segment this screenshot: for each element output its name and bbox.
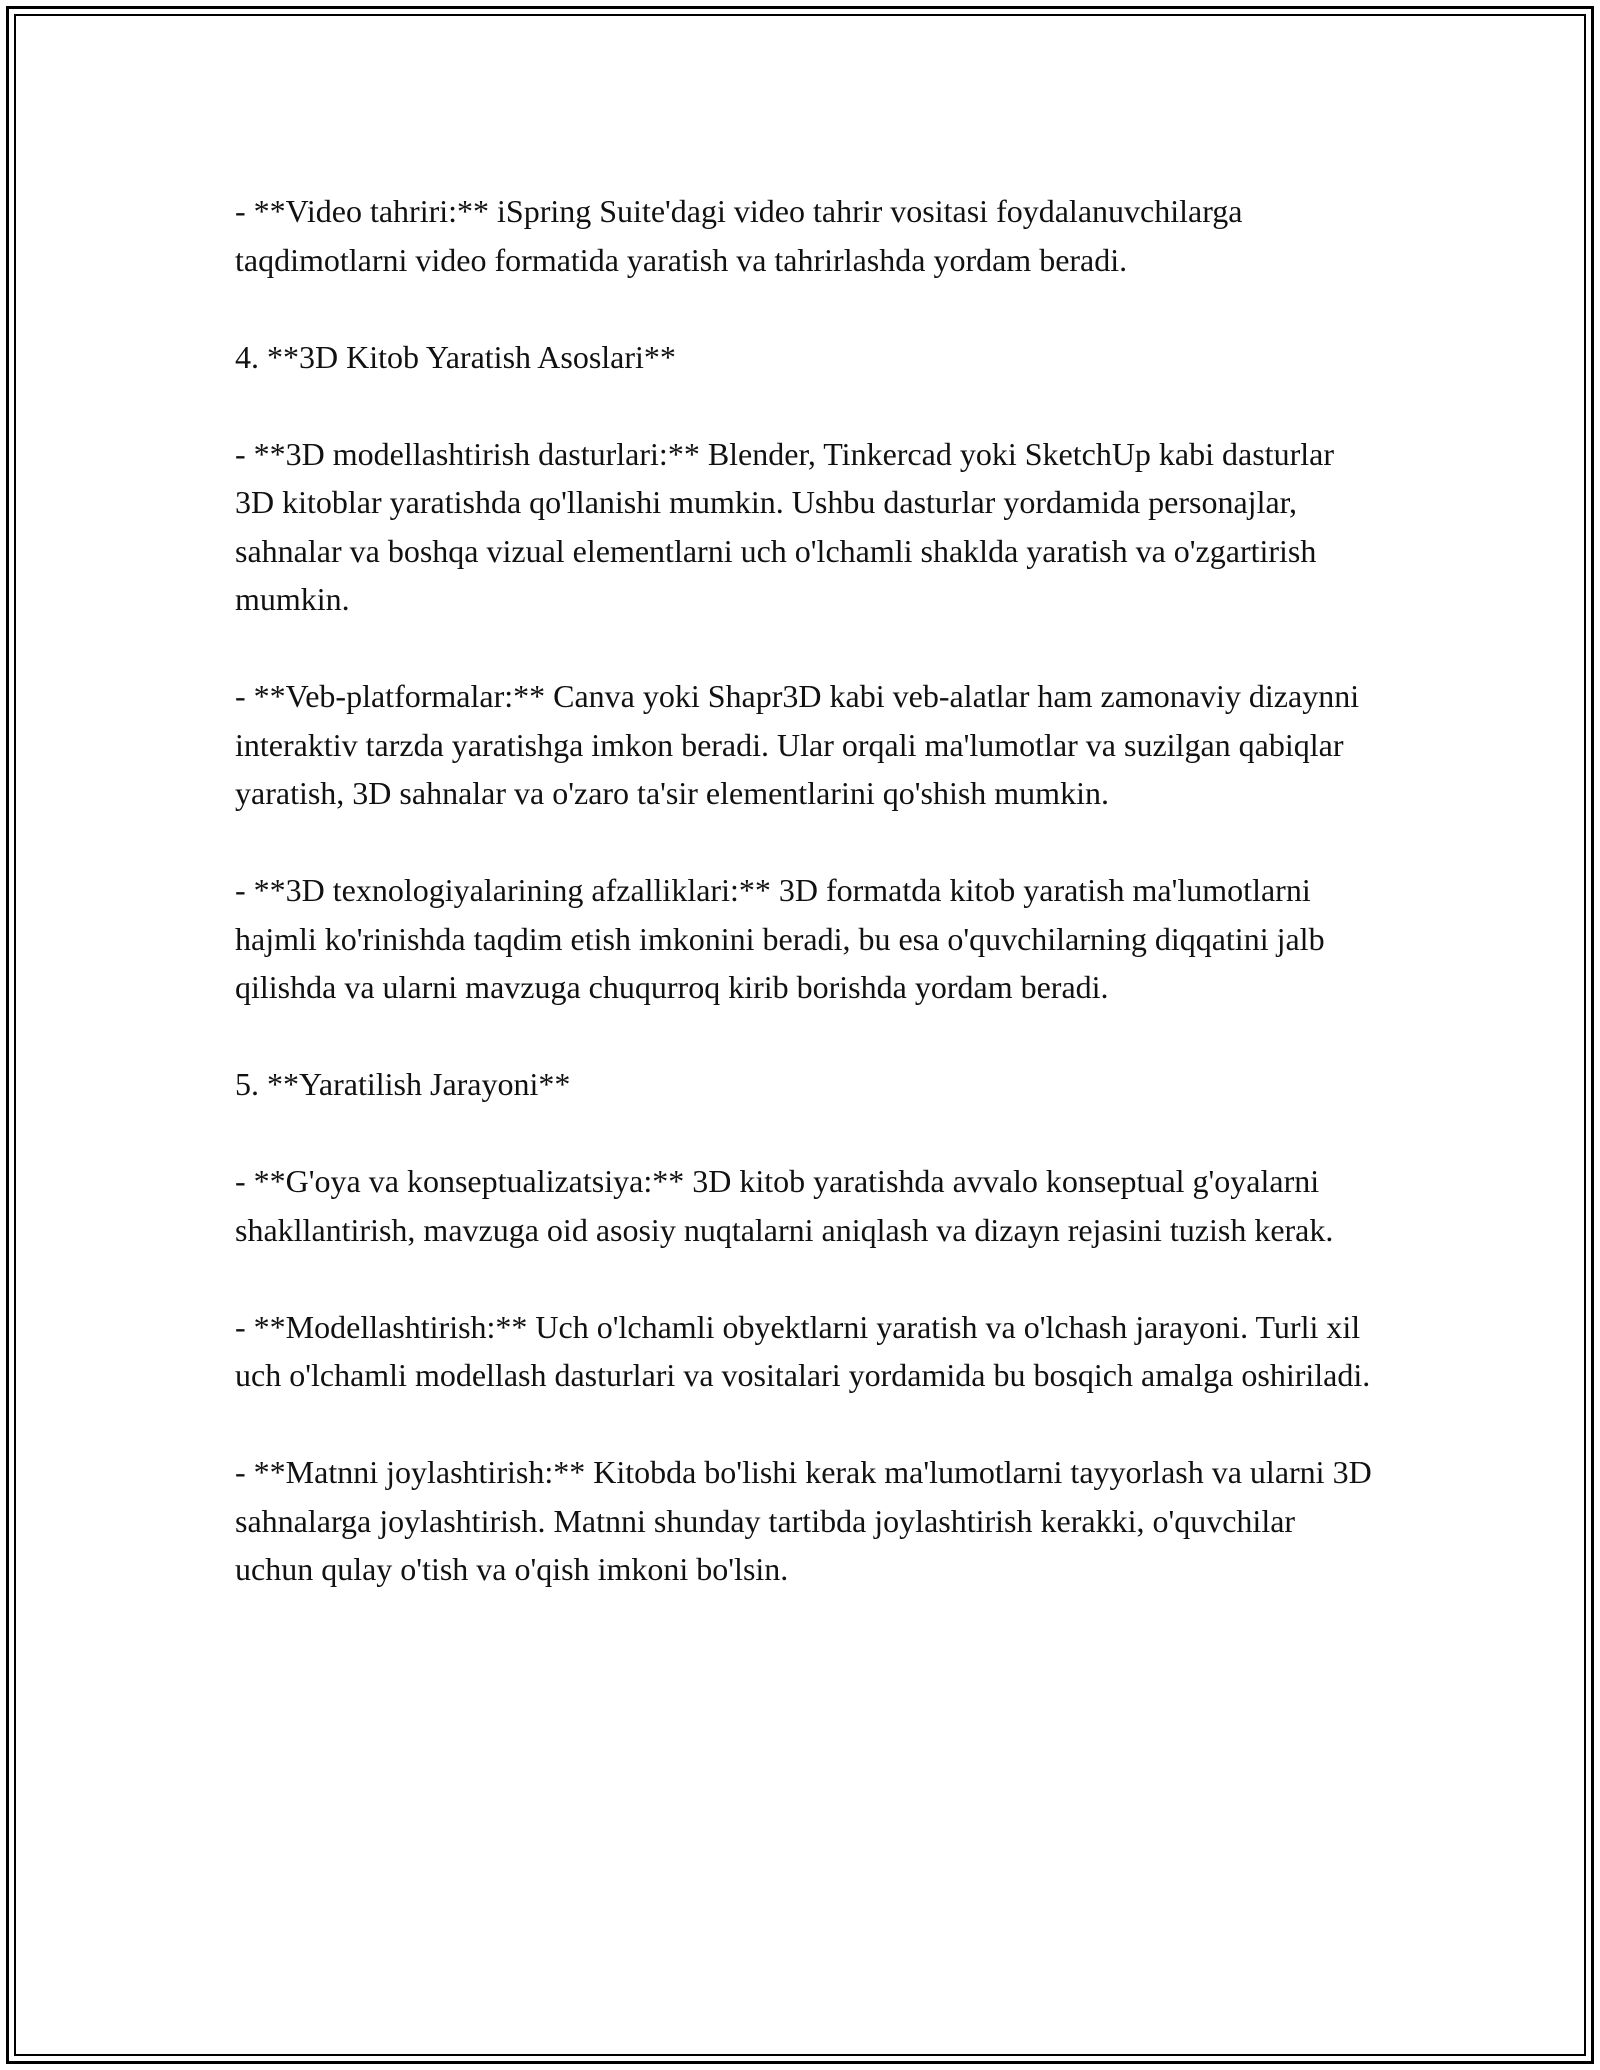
paragraph-matnni-joylashtirish: - **Matnni joylashtirish:** Kitobda bo'lishi kerak ma'lumotlarni tayyorlash va ularni 3D sahnalarga joylashtirish. Matnni shunday tartibda joylashtirish kerakki, o'quvchilar uchun qulay o'tish va o'qish imkoni bo'lsin. — [235, 1454, 1372, 1587]
paragraph-goya: - **G'oya va konseptualizatsiya:** 3D kitob yaratishda avvalo konseptual g'oyalarni shakllantirish, mavzuga oid asosiy nuqtalarni aniqlash va dizayn rejasini tuzish kerak. — [235, 1163, 1334, 1248]
document-body — [235, 187, 1375, 1642]
paragraph-modellashtirish: - **Modellashtirish:** Uch o'lchamli obyektlarni yaratish va o'lchash jarayoni. Turli xil uch o'lchamli modellash dasturlari va vositalari yordamida bu bosqich amalga oshiriladi. — [235, 1308, 1371, 1393]
paragraph-video-tahriri: - **Video tahriri:** iSpring Suite'dagi video tahrir vositasi foydalanuvchilarga taqdimotlarni video formatida yaratish va tahrirlashda yordam beradi. — [235, 193, 1243, 278]
paragraph-veb-platformalar: - **Veb-platformalar:** Canva yoki Shapr3D kabi veb-alatlar ham zamonaviy dizaynni interaktiv tarzda yaratishga imkon beradi. Ular orqali ma'lumotlar va suzilgan qabiqlar yaratish, 3D sahnalar va o'zaro ta'sir elementlarini qo'shish mumkin. — [235, 678, 1360, 811]
section-heading-3d-kitob: 4. **3D Kitob Yaratish Asoslari** — [235, 338, 676, 375]
section-heading-yaratilish: 5. **Yaratilish Jarayoni** — [235, 1066, 571, 1102]
paragraph-3d-afzalliklari: - **3D texnologiyalarining afzalliklari:** 3D formatda kitob yaratish ma'lumotlarni hajmli ko'rinishda taqdim etish imkonini beradi, bu esa o'quvchilarning diqqatini jalb qilishda va ularni mavzuga chuqurroq kirib borishda yordam beradi. — [235, 872, 1325, 1005]
paragraph-3d-modellashtirish: - **3D modellashtirish dasturlari:** Blender, Tinkercad yoki SketchUp kabi dasturlar 3D kitoblar yaratishda qo'llanishi mumkin. Ushbu dasturlar yordamida personajlar, sahnalar va boshqa vizual elementlarni uch o'lchamli shaklda yaratish va o'zgartirish mumkin. — [235, 435, 1334, 617]
